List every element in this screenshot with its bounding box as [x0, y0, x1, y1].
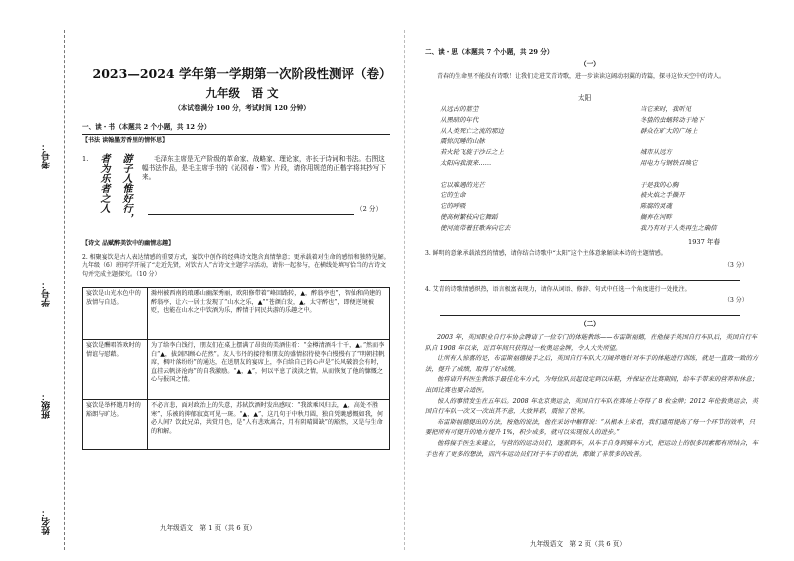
class-label: 班级： [42, 392, 52, 419]
poem-line: 当它来时，我听见 [640, 105, 692, 113]
poem-line: 它的生命 [440, 191, 466, 200]
table-row [83, 288, 390, 340]
part-1-heading: （一） [580, 60, 600, 68]
q1-answer-line[interactable] [148, 214, 354, 215]
prose-paragraph: 布雷斯福德提出的方法，按他的说法，他在采访中解释说：“从根本上来看，我们通用提高了每一个环节的效率，只要把所有可提升的地方提升 1%，积少成多，就可以实现惊人的进步。” [425, 418, 756, 437]
poem-line: 震惊沉睡的山脉 [440, 137, 485, 146]
prose-paragraph: 他将请升科医生教练手最佳化车方式，为每位队员起设定到以床鞋，并保证在比赛期间，给车手带来的营养和休息；出国比赛也要合适医。 [425, 376, 759, 394]
poem-line: 它以难遇的光芒 [440, 180, 485, 189]
prose-paragraph: 他将接手医生来建立，与营的的运动员们，逐渐到车，从车手自身到骑车方式，把运动上的很多因素都有所结合，车手也有了更多的想法，而汽车运动员们对于车手的看法，都做了非常多的改善。 [425, 439, 759, 458]
q2-table [82, 287, 390, 450]
poem-line: 使河流带着狂歌奔向它去 [440, 223, 511, 232]
prose-paragraph: 让所有人惊喜的是，布雷斯福德接手之后，英国自行车队大刀阔斧地针对车手的体能进行训练，就是一直致一致的方法，提升了成绩，取得了好成绩。 [425, 355, 759, 373]
student-number-label: 学号： [42, 280, 52, 307]
page-1-footer: 九年级语文 第 1 页（共 6 页） [160, 524, 256, 532]
poem-title: 太阳 [578, 94, 592, 102]
poem-line: 搁弃在河畔 [640, 212, 672, 221]
poem-line: 陈腐的灵魂 [640, 202, 672, 211]
section-1-heading: 一、读・书（本题共 2 个小题，共 12 分） [82, 123, 211, 131]
calligraphy-column-1: 游子人惟好行， [120, 153, 131, 223]
page-2-footer: 九年级语文 第 2 页（共 6 页） [530, 536, 626, 548]
q4-score: （3 分） [724, 297, 748, 304]
poem-line [640, 136, 760, 147]
exam-title: 2023—2024 学年第一学期第一次阶段性测评（卷） [92, 66, 392, 81]
poem-line: 用电力与钢铁召唤它 [640, 158, 698, 167]
q1-text: 毛泽东主席是无产阶级的革命家、战略家、理论家，亦长于诗词和书法。右图这幅书法作品，是毛主席手书的《沁园春・雪》片段，请你用规范的正楷字将其抄写下来。 [142, 155, 386, 182]
row-text: 为了给李白饯行，朋友们在桌上摆满了昂贵的美酒佳肴：“金樽清酒斗十千，▲。”然而李白“▲，拔剑四顾心茫然”。友人韦丹的接待和朋友的盛情招待使李白慢慢有了“明朝挂帆席，枫叶落纷纷”的通达，在送朋友的宴席上，李白给自己的心声是“长风破浪会有时，直挂云帆济沧海”的自我激励。“▲，▲”，何以平息了淡淡之情，从而恢复了他的慷慨之心与报国之情。 [148, 340, 390, 400]
poem-line: 我乃有对于人类再生之确信 [640, 223, 717, 232]
poem-line: 群众在旷大的广场上 [640, 126, 698, 135]
part-2-heading: （二） [580, 320, 600, 328]
section-2-heading: 二、读・思（本题共 7 个小题，共 29 分） [425, 48, 554, 56]
prose-paragraph: 惊人的事情发生在五年后。2008 年北京奥运会，英国自行车队在赛场上夺得了 8 枚金牌；2012 年伦敦奥运会，英国自行车队一次又一次出其不意，大放异彩，震惊了世界。 [425, 397, 759, 416]
poem-column-right [640, 104, 760, 234]
row-text: 不必言悲，面对政治上的失意，苏轼饮酒时发出感叹：“我欲乘风归去，▲，高处不胜寒”，乐被的抑郁寂寞可见一斑。“▲，▲”，这几句于中秋月圆，独自凭眺感慨如我，何必人间？饮此兄弟，共赏月色，是“人有悲欢离合，月有阴晴圆缺”的豁然，又是与生命的和解。 [148, 400, 390, 450]
q3-text: 3. 鲜明的意象承载浓烈的情感，请你结合诗歌中“太阳”这个主体意象解读本诗的主题情感。 [425, 250, 667, 257]
row-label: 宴饮是举杯邀月时的豁朗与旷达。 [83, 400, 148, 450]
poem-line: 从人类死亡之流的那边 [440, 126, 504, 135]
q4-text: 4. 艾青的诗歌情感炽热，语言极富表现力，请你从词语、修辞、句式中任选一个角度进行一处批注。 [425, 286, 691, 293]
poem-line: 从黑暗的年代 [440, 115, 479, 124]
poem-line: 太阳向我滚来…… [440, 158, 492, 167]
poem-line: 城市从远方 [640, 148, 672, 157]
table-row [83, 340, 390, 400]
name-label: 姓名： [42, 508, 52, 535]
table-row [83, 400, 390, 450]
prose-paragraph: 2003 年，英国职业自行车协会聘请了一位专门的体能教练——布雷斯福德，在他接手英国自行车队后，英国自行车队自 1908 年以来，近百年间只获得过一枚奥运金牌，令人大失所望。 [425, 334, 758, 352]
score-note: （本试卷满分 100 分，考试时间 120 分钟） [174, 104, 310, 112]
q3-score: （3 分） [724, 262, 748, 269]
poem-line: 从远古的墓茔 [440, 105, 479, 113]
row-label: 宴饮是山光水色中的放情与自适。 [83, 288, 148, 340]
exam-number-label: 考号： [42, 142, 52, 169]
seal-line [64, 30, 65, 550]
prose-passage [425, 333, 760, 460]
q4-answer-line[interactable] [440, 315, 740, 316]
poem-line [640, 169, 760, 180]
poem-date: 1937 年春 [688, 238, 721, 246]
poem-line [440, 169, 590, 180]
fold-line [404, 30, 405, 550]
part-poetry-heading: 【诗文 品赋醉美饮中的幽情志趣】 [82, 240, 175, 247]
poem-line: 于是我的心胸 [640, 180, 679, 189]
q3-answer-line[interactable] [440, 280, 740, 281]
q1-score: （2 分） [356, 205, 383, 213]
poem-line: 若火轮飞旋于沙丘之上 [440, 148, 504, 157]
q1-number: 1. [82, 155, 89, 163]
row-label: 宴饮是酬唱答欢时的情谊与慰藉。 [83, 340, 148, 400]
poem-line: 冬蛰的虫蛹转动于地下 [640, 115, 704, 124]
poem-line: 被火焰之手撕开 [640, 191, 685, 200]
grade-subject: 九年级 语 文 [205, 86, 279, 100]
calligraphy-column-2: 者为乐者之人 [98, 153, 109, 213]
divider [82, 134, 390, 135]
poem-column-left [440, 104, 590, 234]
poem-line: 使高树繁枝向它舞蹈 [440, 212, 498, 221]
poem-line: 它的呼吸 [440, 202, 466, 211]
q2-text: 2. 相聚宴饮是古人表达情感的重要方式，宴饮中创作的经典诗文饱含真情挚意；更承载着对生命的感悟和独特见解。九年级（6）班同学开展了“走近先贤，对饮古人”古诗文主题学习活动，请你一起参与，在横线处填写恰当的古诗文句并完成主题探究。（10 分） [82, 254, 390, 278]
part-calligraphy-heading: 【书法 读翰墨芳香里的情怀思】 [82, 137, 169, 144]
intro-text: 青春的生命里不能没有诗歌！让我们走进艾青诗歌，进一步读读这阔动羽翼的诗篇，探寻这位天空中的诗人。 [437, 73, 726, 80]
row-text: 滁州被西南的琅琊山幽深秀丽，欧阳修带着“峰回路转，▲，醉翁亭也”，智仙和尚建的醉翁亭，让六一居士发现了“山水之乐，▲”“苍颜白发，▲，太守醉也”，即便逆境被贬，也能在山水之中饮酒为乐，醉情于同民共游的乐趣之中。 [148, 288, 390, 340]
